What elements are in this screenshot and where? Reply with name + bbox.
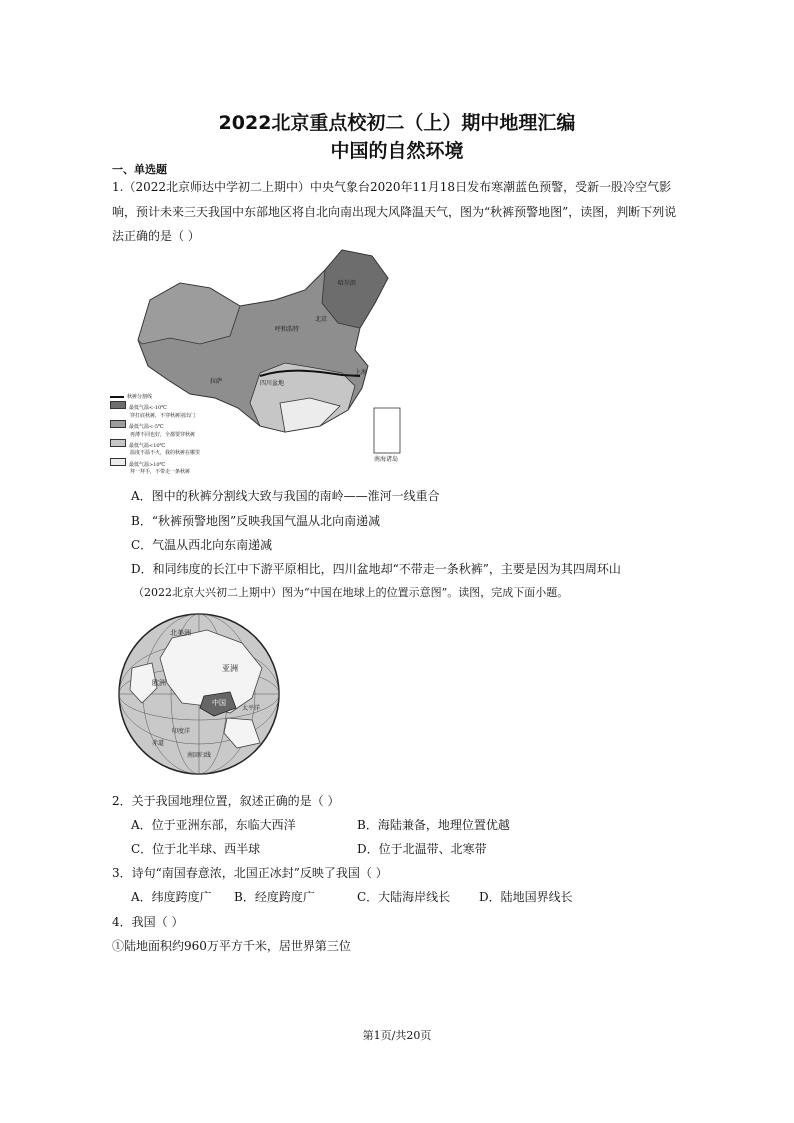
label-harbin: 哈尔滨: [338, 280, 357, 287]
label-pacific: 太平洋: [242, 705, 261, 712]
page-footer: 第1页/共20页: [362, 1029, 432, 1042]
label-lhasa: 拉萨: [210, 378, 223, 385]
label-south-sea: 南海诸岛: [374, 456, 399, 463]
legend-mid: 最低气温<-5℃: [110, 420, 250, 431]
label-indian: 印度洋: [172, 728, 191, 735]
china-trousers-warning-map: [110, 248, 402, 476]
q1-stem-line1: 1.（2022北京师达中学初二上期中）中央气象台2020年11月18日发布寒潮蓝色预警，受新一股冷空气影: [112, 180, 672, 194]
label-asia: 亚洲: [222, 664, 238, 673]
legend-dark-note: 穿打底秋裤，不穿秋裤别出门: [130, 412, 196, 419]
globe-china-position-figure: [112, 608, 287, 778]
q3-option-c: C．大陆海岸线长: [357, 890, 451, 904]
q4-item-1: ①陆地面积约960万平方千米，居世界第三位: [112, 939, 351, 953]
section-label: 一、单选题: [112, 163, 167, 176]
legend-pale: 最低气温>10℃: [110, 458, 250, 469]
label-europe: 欧洲: [152, 679, 166, 687]
q3-stem: 3．诗句“南国春意浓，北国正冰封”反映了我国（ ）: [112, 866, 388, 880]
q1-option-b: B．“秋裤预警地图”反映我国气温从北向南递减: [131, 514, 381, 528]
label-sichuan: 四川盆地: [260, 380, 285, 387]
legend-light: 最低气温<10℃: [110, 439, 250, 450]
q2-option-a: A．位于亚洲东部，东临大西洋: [131, 818, 296, 832]
q1-option-c: C．气温从西北向东南递减: [131, 538, 273, 552]
label-hohhot: 呼和浩特: [275, 326, 300, 333]
label-china: 中国: [212, 699, 226, 707]
q2-option-d: D．位于北温带、北寒带: [357, 842, 487, 856]
label-beijing: 北京: [315, 316, 328, 323]
q1-option-a: A．图中的秋裤分割线大致与我国的南岭——淮河一线重合: [131, 489, 440, 503]
legend-mid-note: 再薄不同也好，全都要穿秋裤: [130, 431, 196, 438]
q1-stem-line2: 响，预计未来三天我国中东部地区将自北向南出现大风降温天气，图为“秋裤预警地图”，读图，判断下列说: [112, 205, 677, 219]
legend-line: 秋裤分割线: [110, 394, 250, 401]
q1-option-d: D．和同纬度的长江中下游平原相比，四川盆地却“不带走一条秋裤”，主要是因为其四周环山: [131, 562, 621, 576]
page-subtitle: 中国的自然环境: [330, 140, 464, 162]
legend-light-note: 温度不温不火，我的秋裤在哪里: [130, 450, 201, 457]
q3-option-d: D．陆地国界线长: [479, 890, 573, 904]
label-tropic: 南回归线: [187, 752, 212, 759]
page-title: 2022北京重点校初二（上）期中地理汇编: [218, 112, 576, 134]
legend-pale-note: 拜一拜手，不带走一条秋裤: [130, 469, 191, 476]
q2-option-b: B．海陆兼备，地理位置优越: [357, 818, 510, 832]
q4-stem: 4．我国（ ）: [112, 915, 184, 929]
label-n-america: 北美洲: [170, 629, 191, 637]
q2-4-intro: （2022北京大兴初二上期中）图为“中国在地球上的位置示意图”。读图，完成下面小题。: [133, 586, 569, 599]
q3-option-b: B．经度跨度广: [234, 890, 315, 904]
label-shanghai: 上海: [355, 369, 368, 376]
q3-option-a: A．纬度跨度广: [131, 890, 212, 904]
map-legend: [110, 394, 250, 477]
q2-stem: 2．关于我国地理位置，叙述正确的是（ ）: [112, 794, 340, 808]
legend-dark: 最低气温<-10℃: [110, 401, 250, 412]
label-equator: 赤道: [152, 740, 165, 747]
q1-stem-line3: 法正确的是（ ）: [112, 229, 200, 243]
q2-option-c: C．位于北半球、西半球: [131, 842, 261, 856]
